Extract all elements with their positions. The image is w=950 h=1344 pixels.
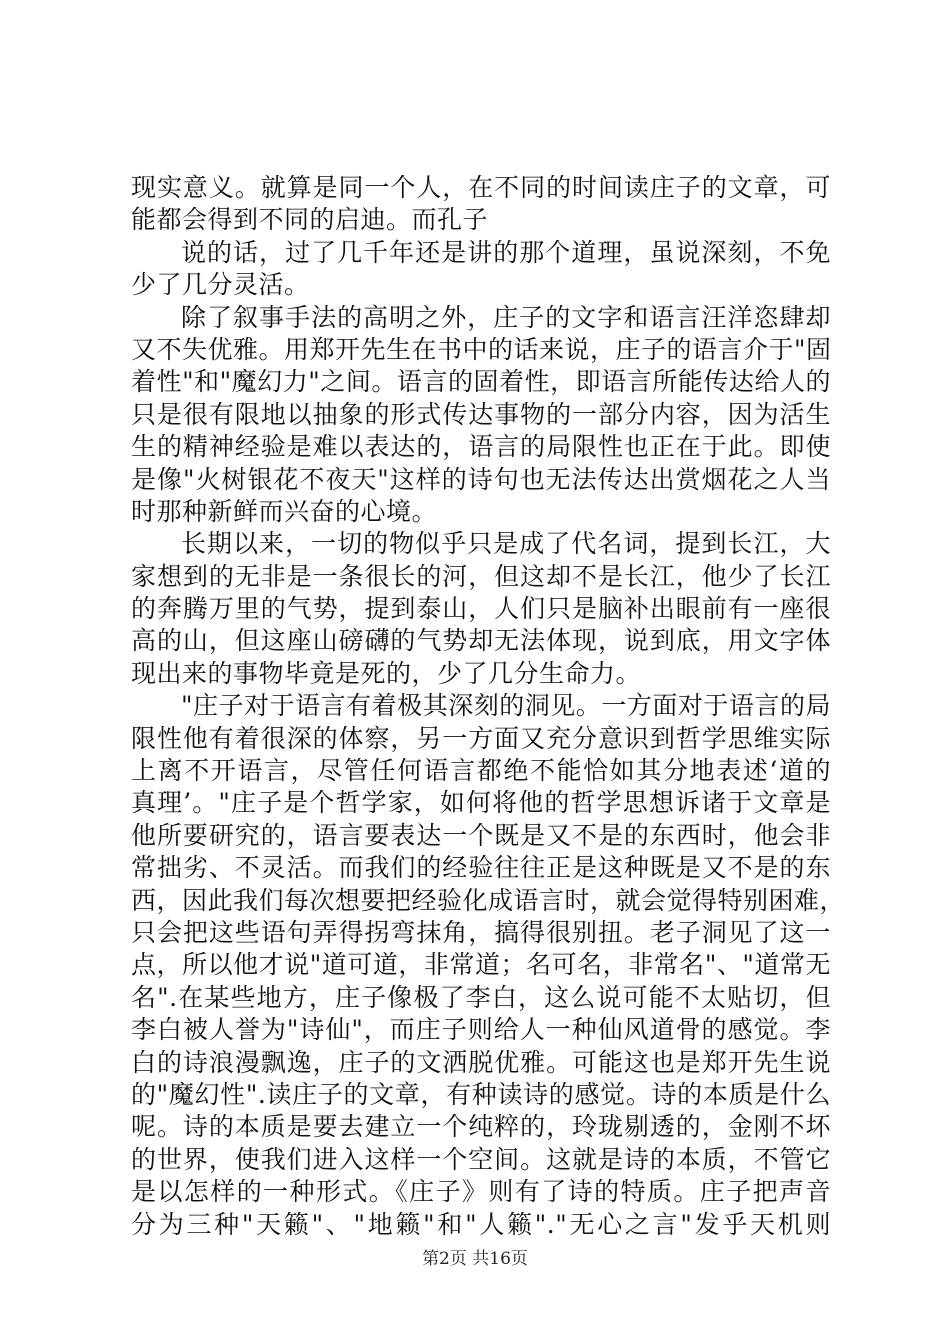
text-line: 是像"火树银花不夜天"这样的诗句也无法传达出赏烟花之人当 bbox=[131, 464, 831, 494]
text-line: 真理’。"庄子是个哲学家，如何将他的哲学思想诉诸于文章是 bbox=[131, 788, 831, 818]
page-number-footer: 第2页 共16页 bbox=[422, 1249, 528, 1269]
text-line: 点，所以他才说"道可道，非常道；名可名，非常名"、"道常无 bbox=[131, 950, 831, 980]
text-line: 常拙劣、不灵活。而我们的经验往往正是这种既是又不是的东 bbox=[131, 853, 831, 883]
text-line: 现实意义。就算是同一个人，在不同的时间读庄子的文章，可 bbox=[131, 173, 831, 202]
text-line: 现出来的事物毕竟是死的，少了几分生命力。 bbox=[131, 658, 642, 688]
text-line: 着性"和"魔幻力"之间。语言的固着性，即语言所能传达给人的 bbox=[131, 367, 831, 397]
text-line: "庄子对于语言有着极其深刻的洞见。一方面对于语言的局 bbox=[181, 691, 831, 721]
text-line: 家想到的无非是一条很长的河，但这却不是长江，他少了长江 bbox=[131, 561, 831, 591]
text-line: 李白被人誉为"诗仙"，而庄子则给人一种仙风道骨的感觉。李 bbox=[131, 1015, 831, 1045]
text-line: 时那种新鲜而兴奋的心境。 bbox=[131, 496, 438, 526]
text-line: 只会把这些语句弄得拐弯抹角，搞得很别扭。老子洞见了这一 bbox=[131, 917, 831, 947]
text-line: 高的山，但这座山磅礴的气势却无法体现，说到底，用文字体 bbox=[131, 626, 831, 656]
text-line: 上离不开语言，尽管任何语言都绝不能恰如其分地表述‘道的 bbox=[131, 756, 831, 786]
text-line: 呢。诗的本质是要去建立一个纯粹的，玲珑剔透的，金刚不坏 bbox=[131, 1112, 831, 1142]
text-line: 又不失优雅。用郑开先生在书中的话来说，庄子的语言介于"固 bbox=[131, 334, 832, 364]
text-line: 限性他有着很深的体察，另一方面又充分意识到哲学思维实际 bbox=[131, 723, 831, 753]
text-line: 的"魔幻性".读庄子的文章，有种读诗的感觉。诗的本质是什么 bbox=[131, 1079, 831, 1109]
text-line: 生的精神经验是难以表达的，语言的局限性也正在于此。即使 bbox=[131, 432, 831, 462]
text-line: 白的诗浪漫飘逸，庄子的文洒脱优雅。可能这也是郑开先生说 bbox=[131, 1047, 831, 1077]
text-line: 能都会得到不同的启迪。而孔子 bbox=[131, 205, 489, 235]
text-line: 西，因此我们每次想要把经验化成语言时，就会觉得特别困难， bbox=[131, 885, 846, 915]
text-line: 他所要研究的，语言要表达一个既是又不是的东西时，他会非 bbox=[131, 820, 831, 850]
text-line: 除了叙事手法的高明之外，庄子的文字和语言汪洋恣肆却 bbox=[181, 302, 831, 332]
text-line: 分为三种"天籁"、"地籁"和"人籁"."无心之言"发乎天机则 bbox=[131, 1209, 831, 1239]
text-line: 的世界，使我们进入这样一个空间。这就是诗的本质，不管它 bbox=[131, 1144, 831, 1174]
text-line: 只是很有限地以抽象的形式传达事物的一部分内容，因为活生 bbox=[131, 399, 831, 429]
text-line: 名".在某些地方，庄子像极了李白，这么说可能不太贴切，但 bbox=[131, 982, 831, 1012]
text-line: 说的话，过了几千年还是讲的那个道理，虽说深刻，不免 bbox=[181, 237, 831, 267]
text-line: 的奔腾万里的气势，提到泰山，人们只是脑补出眼前有一座很 bbox=[131, 594, 831, 624]
document-body bbox=[131, 172, 846, 1241]
text-line: 是以怎样的一种形式。《庄子》则有了诗的特质。庄子把声音 bbox=[131, 1177, 831, 1207]
text-line: 少了几分灵活。 bbox=[131, 270, 310, 300]
text-line: 长期以来，一切的物似乎只是成了代名词，提到长江，大 bbox=[181, 529, 831, 559]
